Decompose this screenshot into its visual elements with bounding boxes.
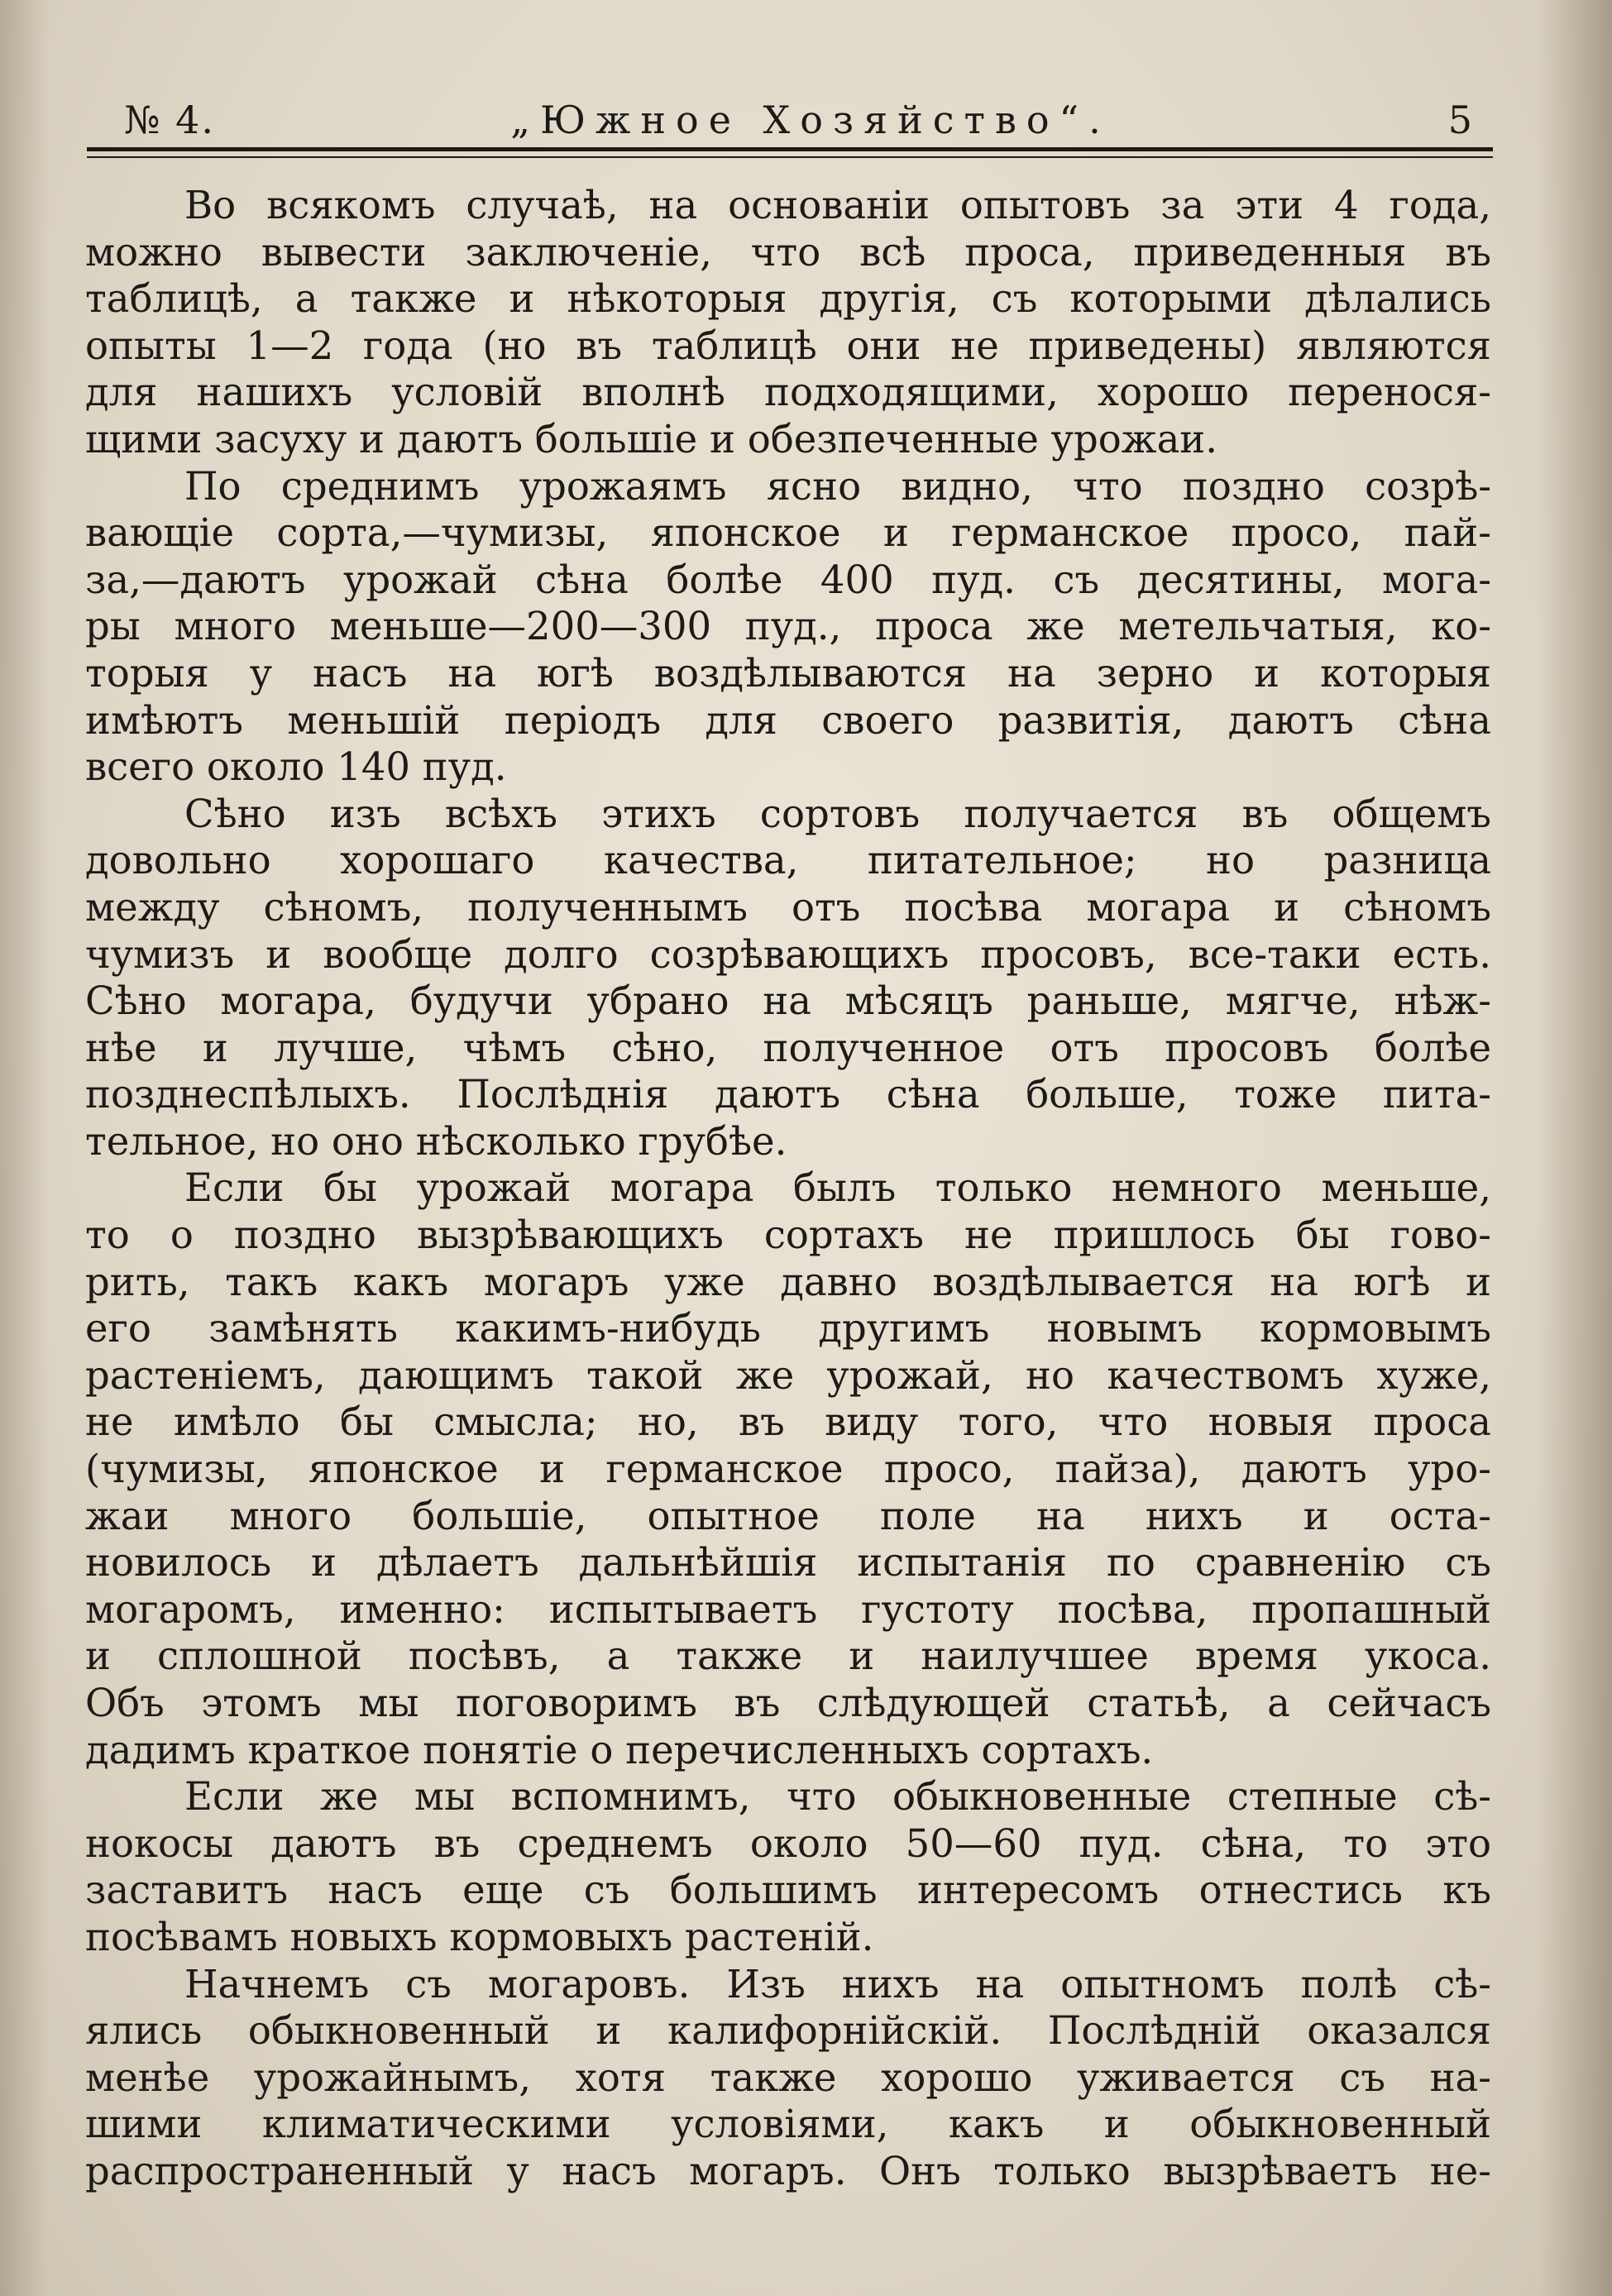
text-line: щими засуху и даютъ большіе и обезпеченные урожаи. — [85, 416, 1218, 462]
text-line: распространенный у насъ могаръ. Онъ только вызрѣваетъ не- — [85, 2148, 1491, 2193]
text-line: дадимъ краткое понятіе о перечисленныхъ сортахъ. — [85, 1727, 1154, 1772]
page-edge-shadow-right — [1538, 0, 1612, 2296]
header-rule-thin — [87, 156, 1493, 158]
text-line: всего около 140 пуд. — [85, 744, 507, 790]
text-line: тельное, но оно нѣсколько грубѣе. — [85, 1118, 787, 1164]
text-line: можно вывести заключеніе, что всѣ проса, приведенныя въ — [85, 229, 1491, 275]
text-line: Если бы урожай могара былъ только немного меньше, — [184, 1165, 1491, 1211]
text-line: шими климатическими условіями, какъ и обыкновенный — [85, 2102, 1491, 2147]
text-line: то о поздно вызрѣвающихъ сортахъ не пришлось бы гово- — [85, 1213, 1491, 1258]
running-header — [124, 98, 1497, 147]
header-rule-thick — [87, 147, 1493, 151]
text-line: (чумизы, японское и германское просо, пайза), даютъ уро- — [85, 1447, 1491, 1492]
text-line: могаромъ, именно: испытываетъ густоту посѣва, пропашный — [85, 1586, 1491, 1632]
body-text — [85, 182, 1491, 2195]
text-line: ры много меньше—200—300 пуд., проса же метельчатыя, ко- — [85, 604, 1491, 649]
text-line: за,—даютъ урожай сѣна болѣе 400 пуд. съ десятины, мога- — [85, 557, 1491, 602]
page-number: 5 — [1447, 98, 1472, 142]
text-line: между сѣномъ, полученнымъ отъ посѣва могара и сѣномъ — [85, 884, 1491, 930]
text-line: менѣе урожайнымъ, хотя также хорошо уживается съ на- — [85, 2054, 1491, 2100]
text-line: для нашихъ условій вполнѣ подходящими, хорошо перенося- — [85, 370, 1491, 415]
page-edge-shadow-left — [0, 0, 50, 2296]
text-line: опыты 1—2 года (но въ таблицѣ они не приведены) являются — [85, 323, 1491, 368]
text-line: Сѣно могара, будучи убрано на мѣсяцъ раньше, мягче, нѣж- — [85, 978, 1491, 1024]
text-line: Сѣно изъ всѣхъ этихъ сортовъ получается въ общемъ — [184, 791, 1491, 836]
text-line: Во всякомъ случаѣ, на основаніи опытовъ за эти 4 года, — [184, 183, 1491, 227]
text-line: его замѣнять какимъ-нибудь другимъ новымъ кормовымъ — [85, 1306, 1491, 1351]
text-line: не имѣло бы смысла; но, въ виду того, что новыя проса — [85, 1399, 1491, 1445]
text-line: и сплошной посѣвъ, а также и наилучшее время укоса. — [85, 1634, 1491, 1679]
text-line: чумизъ и вообще долго созрѣвающихъ просовъ, все-таки есть. — [85, 931, 1491, 977]
text-line: жаи много большіе, опытное поле на нихъ и оста- — [85, 1493, 1491, 1538]
issue-number: № 4. — [124, 98, 216, 142]
text-line: вающіе сорта,—чумизы, японское и германское просо, пай- — [85, 510, 1491, 556]
journal-title: „Южное Хозяйство“. — [510, 98, 1111, 142]
text-line: заставитъ насъ еще съ большимъ интересомъ отнестись къ — [85, 1868, 1491, 1913]
text-line: торыя у насъ на югѣ воздѣлываются на зерно и которыя — [85, 650, 1491, 696]
text-line: нѣе и лучше, чѣмъ сѣно, полученное отъ просовъ болѣе — [85, 1025, 1491, 1070]
text-line: посѣвамъ новыхъ кормовыхъ растеній. — [85, 1914, 874, 1959]
text-line: имѣютъ меньшій періодъ для своего развитія, даютъ сѣна — [85, 697, 1491, 743]
text-line: рить, такъ какъ могаръ уже давно воздѣлывается на югѣ и — [85, 1259, 1491, 1304]
text-line: нокосы даютъ въ среднемъ около 50—60 пуд. сѣна, то это — [85, 1820, 1491, 1866]
text-line: таблицѣ, а также и нѣкоторыя другія, съ которыми дѣлались — [85, 276, 1491, 322]
text-line: растеніемъ, дающимъ такой же урожай, но качествомъ хуже, — [85, 1352, 1491, 1398]
text-line: новилось и дѣлаетъ дальнѣйшія испытанія по сравненію съ — [85, 1540, 1491, 1586]
text-line: ялись обыкновенный и калифорнійскій. Послѣдній оказался — [85, 2008, 1491, 2054]
text-line: довольно хорошаго качества, питательное; но разница — [85, 838, 1491, 883]
text-line: Если же мы вспомнимъ, что обыкновенные степные сѣ- — [184, 1774, 1491, 1820]
text-line: По среднимъ урожаямъ ясно видно, что поздно созрѣ- — [184, 463, 1491, 509]
text-line: Начнемъ съ могаровъ. Изъ нихъ на опытномъ полѣ сѣ- — [184, 1961, 1491, 2007]
text-line: позднеспѣлыхъ. Послѣднія даютъ сѣна больше, тоже пита- — [85, 1072, 1491, 1117]
text-line: Объ этомъ мы поговоримъ въ слѣдующей статьѣ, а сейчасъ — [85, 1681, 1491, 1725]
